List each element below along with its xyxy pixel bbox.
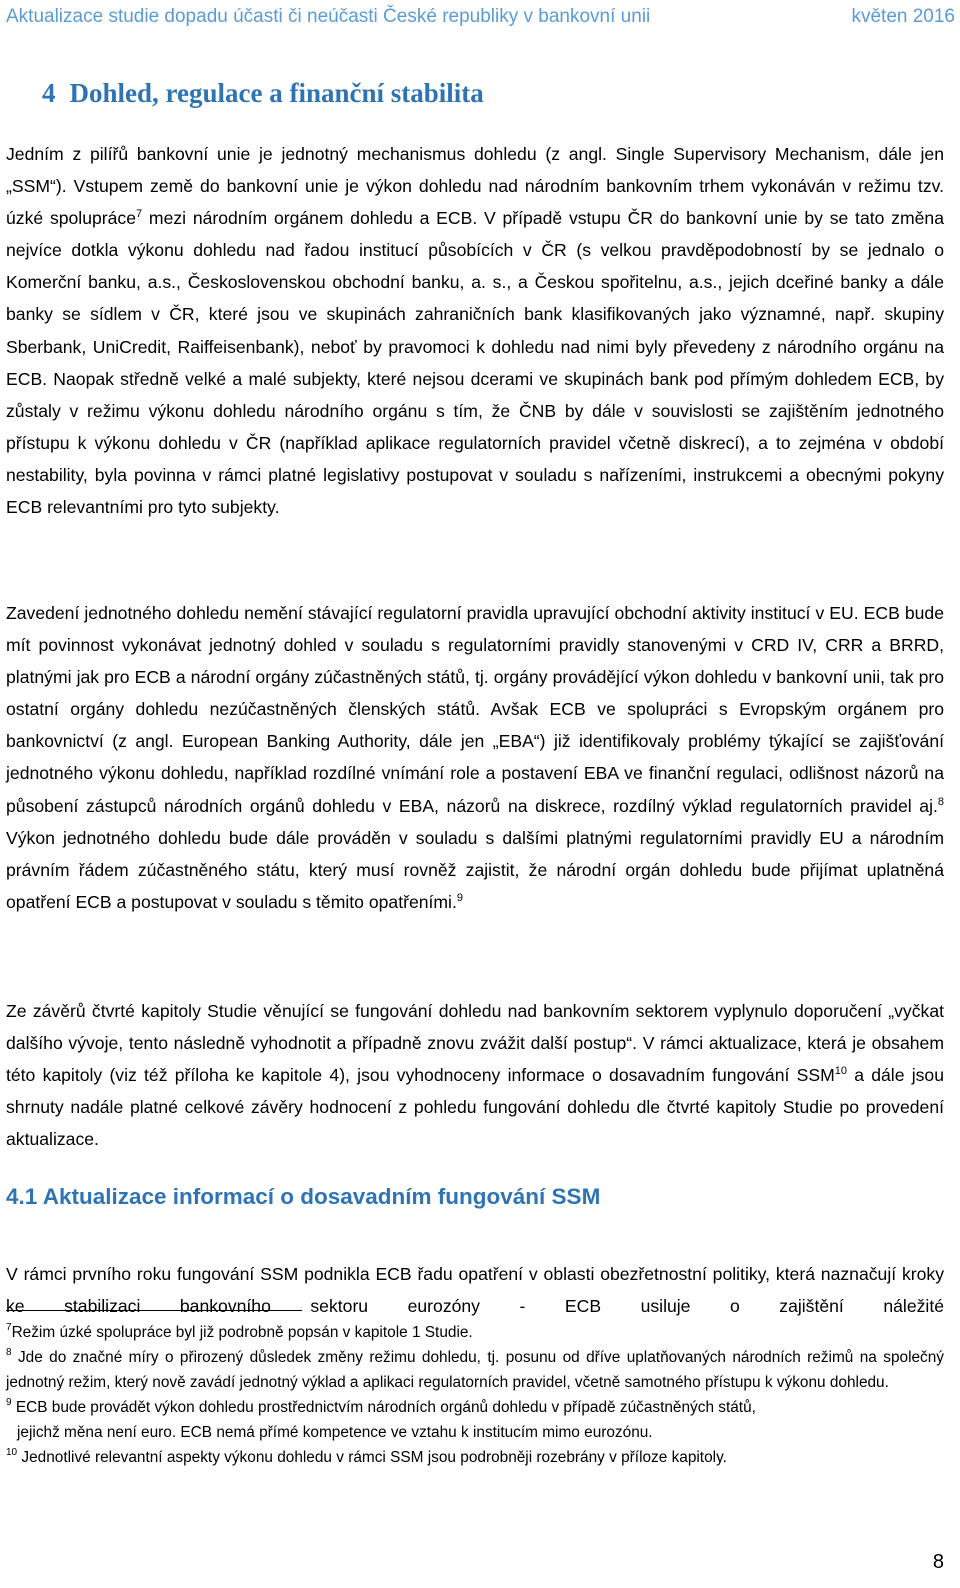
paragraph-text: Zavedení jednotného dohledu nemění stávající regulatorní pravidla upravující obchodní aktivity institucí v EU. ECB bude mít povinnost vykonávat jednotný dohled v souladu s regulatorními pravidly stanovenými v CRD IV, CRR a BRRD, platnými jak pro ECB a národní orgány zúčastněných států, tj. orgány provádějící výkon dohledu v bankovní unii, tak pro ostatní orgány dohledu nezúčastněných členských států. Avšak ECB ve spolupráci s Evropským orgánem pro bankovnictví (z angl. European Banking Authority, dále jen „EBA“) již identifikovaly problémy týkající se zajišťování jednotného výkonu dohledu, například rozdílné vnímání role a postavení EBA ve finanční regulaci, odlišnost názorů na působení zástupců národních orgánů dohledu v EBA, názorů na diskrece, rozdílný výklad regulatorních pravidel aj. bbox=[6, 603, 944, 816]
footnote-text: ECB bude provádět výkon dohledu prostřednictvím národních orgánů dohledu v případě zúčastněných států, bbox=[15, 1399, 756, 1416]
paragraph-regulatory-rules bbox=[6, 597, 944, 918]
footnote-9 bbox=[6, 1395, 944, 1445]
footnote-ref-9[interactable]: 9 bbox=[456, 891, 463, 904]
paragraph-text: Výkon jednotného dohledu bude dále prováděn v souladu s dalšími platnými regulatorními pravidly EU a národním právním řádem zúčastněného státu, který musí rovněž zajistit, že národní orgán dohledu bude přijímat uplatněná opatření ECB a postupovat v souladu s těmito opatřeními. bbox=[6, 827, 944, 912]
paragraph-text: Jedním z pilířů bankovní unie je jednotný mechanismus dohledu (z angl. Single Supervisory Mechanism, dále jen „SSM“). Vstupem země do bankovní unie je výkon dohledu nad národním bankovním trhem vykonáván v režimu tzv. úzké spolupráce bbox=[6, 144, 944, 229]
page-number: 8 bbox=[932, 1551, 944, 1573]
footnote-ref-7[interactable]: 7 bbox=[136, 208, 143, 221]
paragraph-ssm-intro bbox=[6, 138, 944, 523]
chapter-heading bbox=[42, 75, 942, 111]
footnotes bbox=[6, 1320, 944, 1470]
footnote-number: 9 bbox=[6, 1397, 12, 1408]
footnote-text: Jednotlivé relevantní aspekty výkonu dohledu v rámci SSM jsou podrobněji rozebrány v příloze kapitoly. bbox=[21, 1449, 727, 1466]
footnote-text: jejichž měna není euro. ECB nemá přímé kompetence ve vztahu k institucím mimo eurozónu. bbox=[17, 1424, 653, 1441]
paragraph-text: a dále jsou shrnuty nadále platné celkové závěry hodnocení z pohledu fungování dohledu dle čtvrté kapitoly Studie po provedení aktualizace. bbox=[6, 1065, 944, 1150]
running-header bbox=[6, 4, 955, 30]
header-title: Aktualizace studie dopadu účasti či neúčasti České republiky v bankovní unii bbox=[6, 6, 651, 27]
footnote-ref-8[interactable]: 8 bbox=[937, 795, 944, 808]
footnote-number: 7 bbox=[6, 1322, 12, 1333]
chapter-title: Dohled, regulace a finanční stabilita bbox=[69, 78, 484, 108]
paragraph-first-year: V rámci prvního roku fungování SSM podnikla ECB řadu opatření v oblasti obezřetnostní politiky, která naznačují kroky ke stabilizaci bankovního sektoru eurozóny - ECB usiluje o zajištění náležité bbox=[6, 1264, 944, 1317]
header-date: květen 2016 bbox=[851, 6, 955, 27]
footnote-number: 8 bbox=[6, 1347, 12, 1358]
paragraph-text: mezi národním orgánem dohledu a ECB. V případě vstupu ČR do bankovní unie by se tato změna nejvíce dotkla výkonu dohledu nad řadou institucí působících v ČR (s velkou pravděpodobností by se jednalo o Komerční banku, a.s., Československou obchodní banku, a. s., a Českou spořitelnu, a.s., jejich dceřiné banky a dále banky se sídlem v ČR, které jsou ve skupinách zahraničních bank klasifikovaných jako významné, např. skupiny Sberbank, UniCredit, Raiffeisenbank), neboť by pravomoci k dohledu nad nimi byly převedeny z národního orgánu na ECB. Naopak středně velké a malé subjekty, které nejsou dcerami ve skupinách bank pod přímým dohledem ECB, by zůstaly v režimu výkonu dohledu národního orgánu s tím, že ČNB by dále v souvislosti se zajištěním jednotného přístupu k výkonu dohledu v ČR (například aplikace regulatorních pravidel včetně diskrecí), a to zejména v období nestability, byla povinna v rámci platné legislativy postupovat v souladu s nařízeními, instrukcemi a obecnými pokyny ECB relevantními pro tyto subjekty. bbox=[6, 208, 944, 518]
footnote-8 bbox=[6, 1345, 944, 1395]
footnote-text: Jde do značné míry o přirozený důsledek změny režimu dohledu, tj. posunu od dříve uplatňovaných národních režimů na společný jednotný režim, který nově zavádí jednotný výklad a aplikaci regulatorních pravidel, včetně samotného přístupu k výkonu dohledu. bbox=[6, 1349, 944, 1391]
section-heading: 4.1 Aktualizace informací o dosavadním fungování SSM bbox=[6, 1184, 601, 1209]
footnote-ref-10[interactable]: 10 bbox=[834, 1065, 847, 1078]
paragraph-text: Ze závěrů čtvrté kapitoly Studie věnující se fungování dohledu nad bankovním sektorem vyplynulo doporučení „vyčkat dalšího vývoje, tento následně vyhodnotit a případně znovu zvážit další postup“. V rámci aktualizace, která je obsahem této kapitoly (viz též příloha ke kapitole 4), jsou vyhodnoceny informace o dosavadním fungování SSM bbox=[6, 1001, 944, 1086]
footnote-7 bbox=[6, 1320, 944, 1345]
footnote-10 bbox=[6, 1445, 944, 1470]
footnote-separator bbox=[6, 1310, 302, 1311]
chapter-number: 4 bbox=[42, 78, 56, 108]
footnote-text: Režim úzké spolupráce byl již podrobně popsán v kapitole 1 Studie. bbox=[11, 1324, 473, 1341]
paragraph-conclusions bbox=[6, 995, 944, 1155]
footnote-number: 10 bbox=[6, 1447, 18, 1458]
